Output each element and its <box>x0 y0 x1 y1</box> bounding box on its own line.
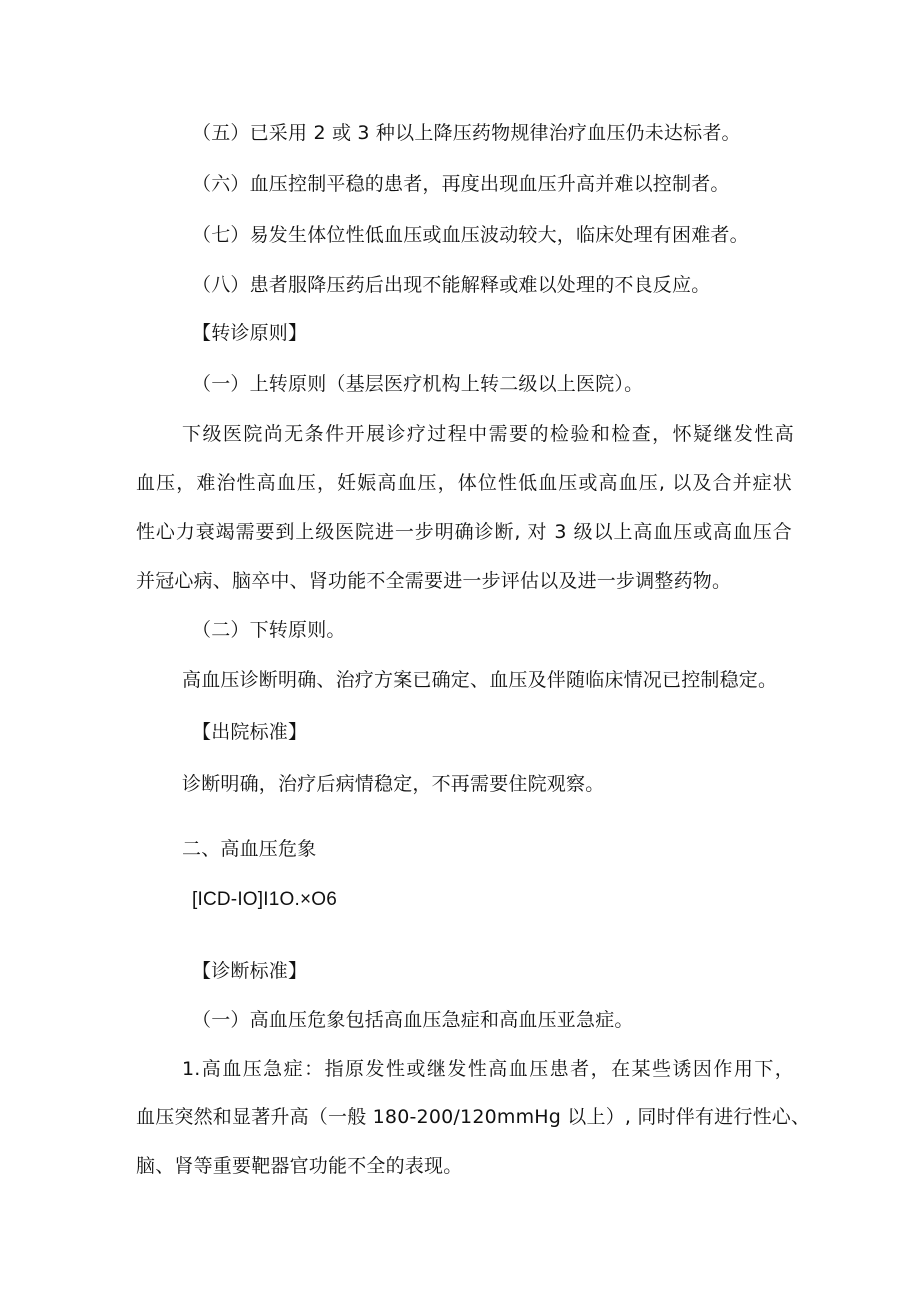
paragraph-line: 1.高血压急症：指原发性或继发性高血压患者，在某些诱因作用下， <box>182 1058 794 1080</box>
section-heading-referral-principles: 【转诊原则】 <box>192 322 308 344</box>
item-five: （五）已采用 2 或 3 种以上降压药物规律治疗血压仍未达标者。 <box>192 122 741 144</box>
paragraph-line: 并冠心病、脑卒中、肾功能不全需要进一步评估以及进一步调整药物。 <box>136 570 732 592</box>
subheading-downward-referral: （二）下转原则。 <box>192 619 346 641</box>
item-seven: （七）易发生体位性低血压或血压波动较大，临床处理有困难者。 <box>192 224 749 246</box>
icd-code: [ICD-IO]I1O.×O6 <box>192 889 338 910</box>
paragraph-line: 血压突然和显著升高（一般 180-200/120mmHg 以上）, 同时伴有进行性心、 <box>136 1106 811 1128</box>
paragraph-line: 性心力衰竭需要到上级医院进一步明确诊断, 对 3 级以上高血压或高血压合 <box>136 521 792 543</box>
subheading-upward-referral: （一）上转原则（基层医疗机构上转二级以上医院）。 <box>192 373 644 395</box>
item-eight: （八）患者服降压药后出现不能解释或难以处理的不良反应。 <box>192 274 711 296</box>
paragraph-discharge-criteria: 诊断明确，治疗后病情稳定，不再需要住院观察。 <box>182 773 605 795</box>
paragraph-line: 脑、肾等重要靶器官功能不全的表现。 <box>136 1155 463 1177</box>
item-six: （六）血压控制平稳的患者，再度出现血压升高并难以控制者。 <box>192 173 730 195</box>
section-heading-diagnostic-criteria: 【诊断标准】 <box>192 960 308 982</box>
chapter-title-hypertensive-crisis: 二、高血压危象 <box>182 838 317 860</box>
section-heading-discharge-criteria: 【出院标准】 <box>192 721 308 743</box>
paragraph-downward-referral: 高血压诊断明确、治疗方案已确定、血压及伴随临床情况已控制稳定。 <box>182 669 778 691</box>
subheading-crisis-types: （一）高血压危象包括高血压急症和高血压亚急症。 <box>192 1009 634 1031</box>
paragraph-line: 下级医院尚无条件开展诊疗过程中需要的检验和检查，怀疑继发性高 <box>182 423 794 445</box>
paragraph-line: 血压，难治性高血压，妊娠高血压，体位性低血压或高血压, 以及合并症状 <box>136 472 792 494</box>
